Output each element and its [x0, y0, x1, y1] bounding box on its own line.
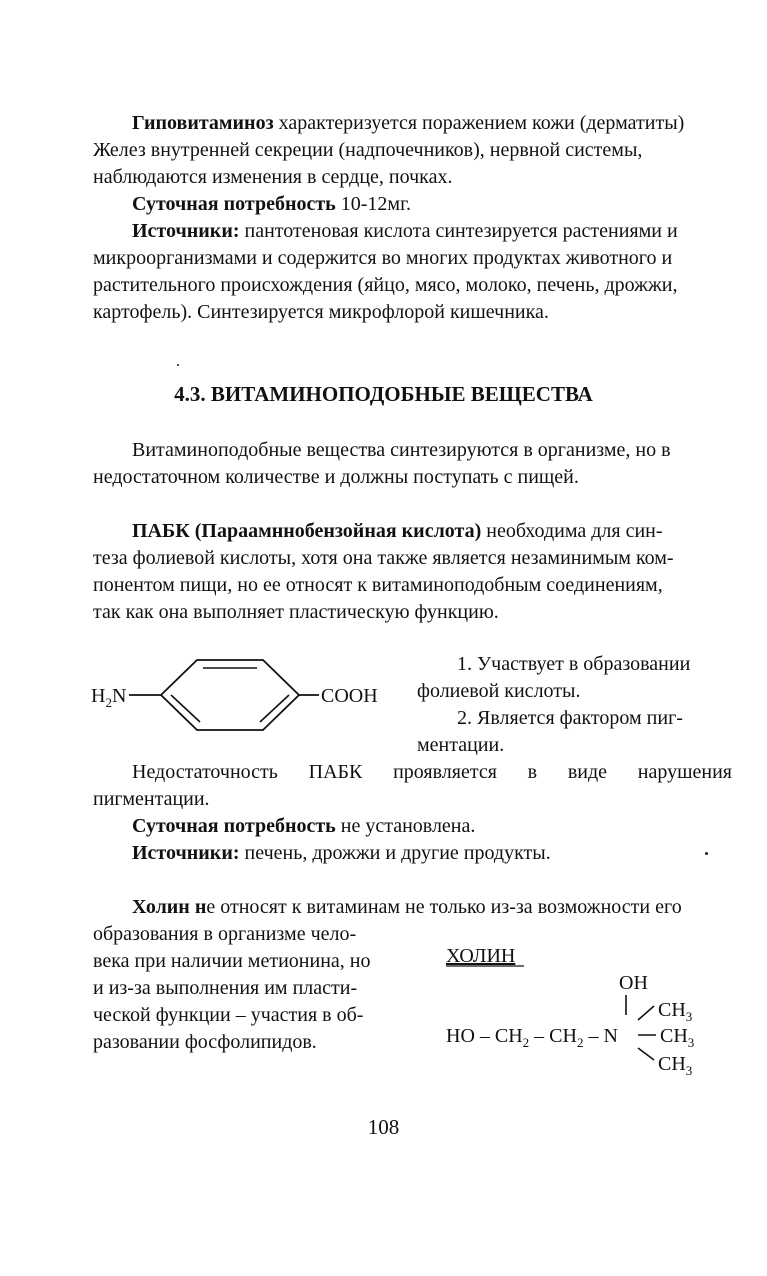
pabk-list-item-2-line-1: 2. Является фактором пиг- — [457, 707, 683, 729]
pabk-list-item-1-line-2: фолиевой кислоты. — [417, 680, 581, 702]
choline-line-4: и из-за выполнения им пласти- — [93, 977, 358, 999]
daily-term-2: Суточная потребность — [132, 815, 336, 837]
sources-2 — [132, 840, 551, 867]
choline-chain-mid: – CH — [529, 1025, 577, 1047]
sources-term-1: Источники: — [132, 220, 240, 242]
intro-line-2: недостаточном количестве и должны поступать с пищей. — [93, 466, 579, 488]
sources-1-line-1 — [132, 218, 678, 245]
deficiency-line-2: пигментации. — [93, 788, 210, 810]
section-heading: 4.3. ВИТАМИНОПОДОБНЫЕ ВЕЩЕСТВА — [174, 382, 593, 406]
choline-chain-sub-1: 2 — [522, 1035, 530, 1050]
choline-line-2: образования в организме чело- — [93, 923, 357, 945]
choline-line-6: разовании фосфолипидов. — [93, 1031, 317, 1053]
sources-1-line-2: микроорганизмами и содержится во многих продуктах животного и — [93, 247, 673, 269]
pabk-line-3: понентом пищи, но ее относят к витаминоподобным соединениям, — [93, 574, 663, 596]
pabk-amine-sub: 2 — [105, 695, 112, 710]
sources-2-text: печень, дрожжи и другие продукты. — [239, 842, 551, 864]
sources-1-line-1-text: пантотеновая кислота синтезируется растениями и — [239, 220, 678, 242]
svg-text:CH3 — [658, 999, 692, 1024]
choline-chain-end: – N — [583, 1025, 618, 1047]
sources-1-line-4: картофель). Синтезируется микрофлорой кишечника. — [93, 301, 549, 323]
choline-methyl-2: CH — [660, 1025, 688, 1047]
pabk-term: ПАБК (Параамннобензойная кислота) — [132, 520, 482, 542]
choline-line-1 — [132, 894, 682, 921]
pabk-carboxyl: COOH — [321, 685, 378, 707]
daily-value-1: 10-12мг. — [335, 193, 412, 215]
daily-requirement-1 — [132, 191, 411, 218]
choline-chain-start: HO – CH — [446, 1025, 523, 1047]
daily-requirement-2 — [132, 813, 475, 840]
benzene-ring — [161, 660, 299, 730]
choline-structure-formula — [440, 940, 740, 1080]
choline-term: Холин н — [132, 896, 207, 918]
svg-text:HO – CH2 – CH2 – N — [446, 1025, 618, 1050]
choline-methyl-1-sub: 3 — [685, 1009, 693, 1024]
sources-term-2: Источники: — [132, 842, 240, 864]
choline-methyl-3-sub: 3 — [685, 1063, 693, 1078]
choline-methyl-1: CH — [658, 999, 686, 1021]
hypo-line-1 — [132, 110, 684, 137]
choline-oh: OH — [619, 972, 648, 994]
pabk-line-4: так как она выполняет пластическую функцию. — [93, 601, 499, 623]
hypo-line-3: наблюдаются изменения в сердце, почках. — [93, 166, 453, 188]
intro-line-1: Витаминоподобные вещества синтезируются в организме, но в — [132, 439, 671, 461]
page-number: 108 — [367, 1115, 400, 1139]
choline-bond-methyl-3 — [638, 1048, 654, 1060]
pabk-list-item-1-line-1: 1. Участвует в образовании — [457, 653, 691, 675]
choline-line-3: века при наличии метионина, но — [93, 950, 371, 972]
speck-2 — [705, 852, 708, 855]
hypo-term: Гиповитаминоз — [132, 112, 274, 134]
pabk-line-1-text: необходима для син- — [481, 520, 663, 542]
hypo-line-2: Желез внутренней секреции (надпочечников), нервной системы, — [93, 139, 643, 161]
choline-bond-methyl-1 — [638, 1006, 654, 1020]
pabk-line-1 — [132, 518, 663, 545]
daily-value-2: не установлена. — [335, 815, 476, 837]
hypo-line-1-text: характеризуется поражением кожи (дерматиты) — [273, 112, 685, 134]
sources-1-line-3: растительного происхождения (яйцо, мясо, молоко, печень, дрожжи, — [93, 274, 678, 296]
pabk-line-2: теза фолиевой кислоты, хотя она также является незаминимым ком- — [93, 547, 674, 569]
choline-methyl-2-sub: 3 — [687, 1035, 695, 1050]
pabk-amine-n: N — [111, 685, 127, 707]
choline-methyl-3: CH — [658, 1053, 686, 1075]
daily-term-1: Суточная потребность — [132, 193, 336, 215]
choline-chain-sub-2: 2 — [576, 1035, 584, 1050]
svg-text:CH3 — [660, 1025, 694, 1050]
choline-line-1-text: е относят к витаминам не только из-за возможности его — [206, 896, 682, 918]
svg-text:CH3 — [658, 1053, 692, 1078]
pabk-list-item-2-line-2: ментации. — [417, 734, 505, 756]
speck-1 — [177, 364, 179, 366]
deficiency-line-1: Недостаточность ПАБК проявляется в виде нарушения — [132, 761, 732, 783]
pabk-structure-formula — [85, 650, 405, 740]
choline-line-5: ческой функции – участия в об- — [93, 1004, 364, 1026]
svg-text:H2N — [91, 685, 126, 710]
pabk-amine-h: H — [91, 685, 106, 707]
choline-title: ХОЛИН — [446, 945, 516, 967]
